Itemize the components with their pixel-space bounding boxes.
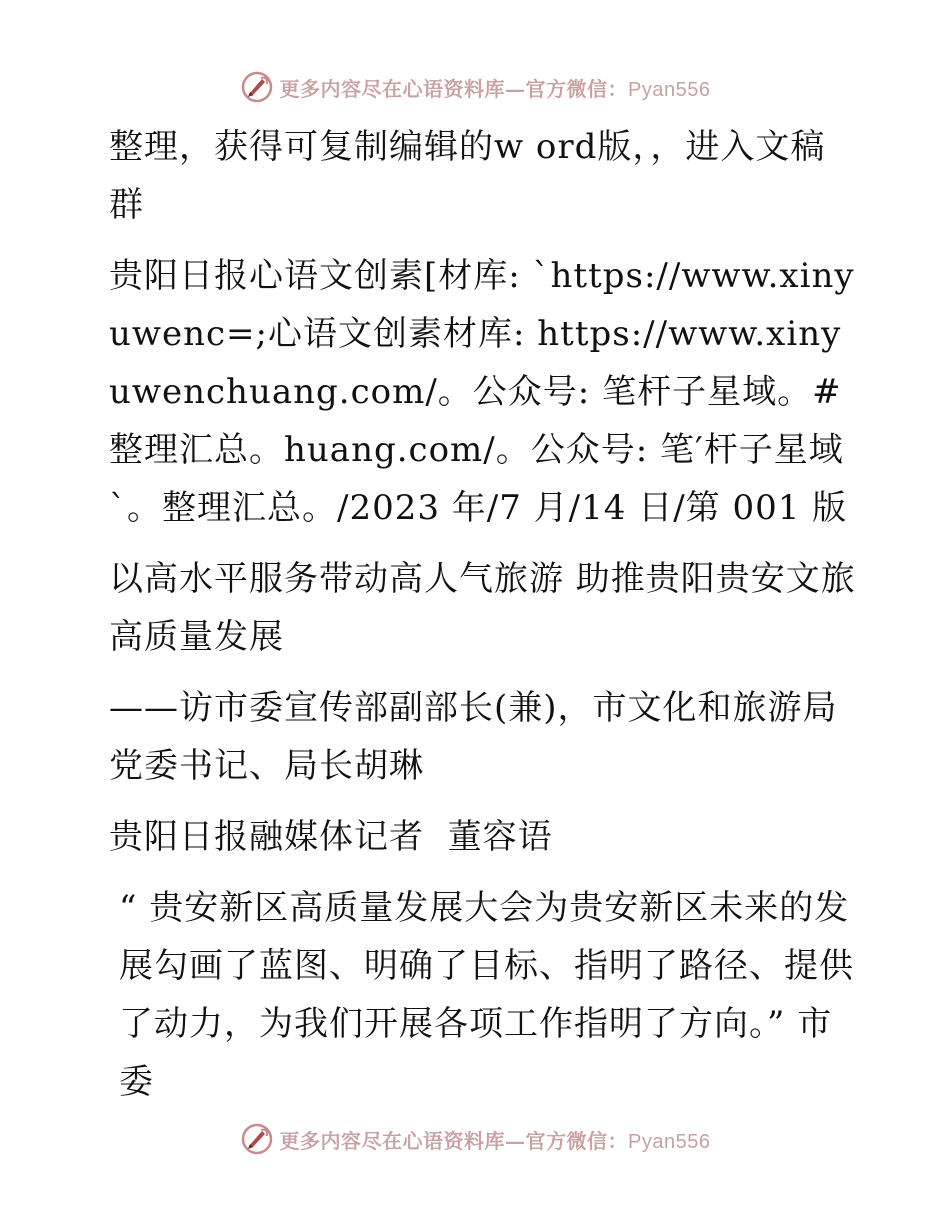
header-banner [0,70,950,104]
banner-account: Pyan556 [628,1130,711,1153]
banner-text [280,1125,711,1154]
banner-label: 更多内容尽在心语资料库—官方微信： [279,76,629,101]
article-byline: 贵阳日报融媒体记者 董容语 [109,817,553,857]
banner-label: 更多内容尽在心语资料库—官方微信： [279,1128,629,1153]
banner-account: Pyan556 [628,78,711,101]
paragraph-source: 贵阳日报心语文创素[材库: `https://www.xinyuwenc=;心语文创素材库: https://www.xinyuwenchuang.com/。公众号: 笔杆子星域。#整理汇总。huang.com/。公众号: 笔′杆子星域`。整理汇总。/2023 年/7 月/14 日/第 001 版 [109,256,855,528]
article-title: 以高水平服务带动高人气旅游 助推贵阳贵安文旅高质量发展 [109,559,856,657]
article-subtitle: ——访市委宣传部副部长(兼)，市文化和旅游局党委书记、局长胡琳 [109,688,838,786]
banner-text [280,73,711,102]
brand-logo-icon [240,1122,274,1156]
document-body [97,118,857,1124]
footer-banner [0,1122,950,1156]
brand-logo-icon [240,70,274,104]
paragraph-intro: 整理，获得可复制编辑的w ord版，，进入文稿群 [109,127,826,225]
paragraph-body: “ 贵安新区高质量发展大会为贵安新区未来的发展勾画了蓝图、明确了目标、指明了路径、提供了动力，为我们开展各项工作指明了方向。” 市委 [119,888,854,1102]
